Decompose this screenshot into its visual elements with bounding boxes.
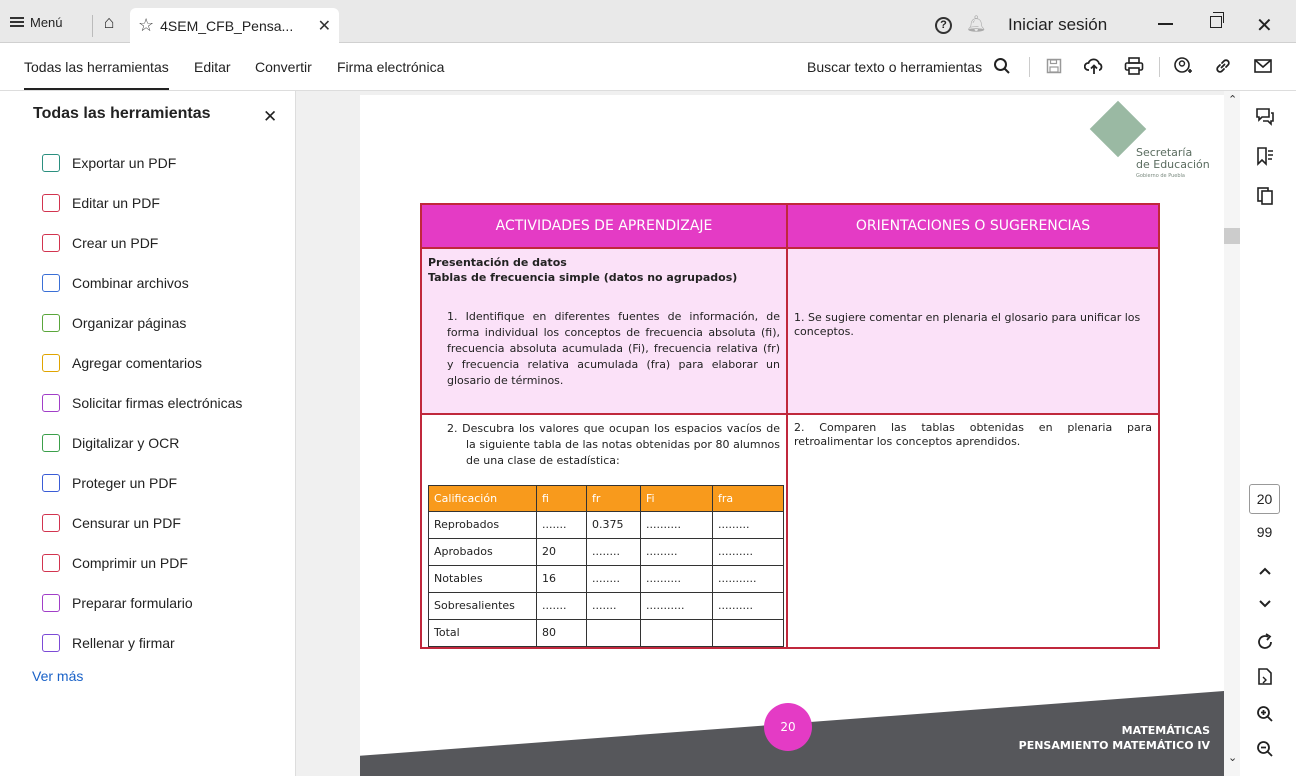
sidebar-item-label: Combinar archivos (72, 275, 189, 291)
sidebar-item-label: Proteger un PDF (72, 475, 178, 491)
total-pages: 99 (1256, 524, 1273, 540)
star-icon[interactable]: ☆ (138, 15, 155, 35)
bookmarks-icon[interactable] (1254, 145, 1276, 167)
sidebar-item-fill-sign[interactable] (42, 631, 175, 655)
sidebar-item-label: Editar un PDF (72, 195, 160, 211)
bell-icon[interactable]: 🔔︎ (966, 16, 987, 33)
table-cell: 16 (537, 566, 587, 593)
help-icon[interactable]: ? (935, 17, 952, 34)
page-fit-icon[interactable] (1254, 666, 1276, 688)
sidebar-item-scan-ocr[interactable] (42, 431, 179, 455)
organize-pages-icon (42, 314, 60, 332)
column-header: fr (587, 486, 641, 512)
fill-sign-icon (42, 634, 60, 652)
logo-line-2: de Educación (1136, 158, 1210, 171)
frequency-table (428, 485, 784, 647)
restore-icon[interactable] (1210, 16, 1222, 28)
close-sidebar-icon[interactable]: ✕ (263, 107, 278, 126)
share-user-icon[interactable] (1172, 55, 1194, 77)
suggestion-1-text: 1. Se sugiere comentar en plenaria el glosario para unificar los conceptos. (788, 249, 1158, 415)
print-icon[interactable] (1123, 55, 1145, 77)
table-cell: 80 (537, 620, 587, 647)
frequency-header-row (429, 486, 784, 512)
scroll-down-arrow-icon[interactable]: ⌄ (1228, 752, 1238, 764)
header-suggestions: ORIENTACIONES O SUGERENCIAS (788, 205, 1158, 249)
previous-page-icon[interactable] (1254, 560, 1276, 582)
footer-subject: MATEMÁTICAS (1121, 724, 1210, 737)
divider (1159, 57, 1160, 77)
sidebar-item-compress-pdf[interactable] (42, 551, 188, 575)
pdf-page (360, 95, 1224, 775)
table-cell: Aprobados (429, 539, 537, 566)
table-cell: ........ (587, 566, 641, 593)
sidebar-item-prepare-form[interactable] (42, 591, 193, 615)
table-cell: ......... (641, 539, 713, 566)
search-tools-label[interactable]: Buscar texto o herramientas (807, 59, 983, 75)
table-cell: ....... (587, 593, 641, 620)
divider (1029, 57, 1030, 77)
section-title: Presentación de datos (428, 256, 567, 269)
divider (92, 15, 93, 37)
scroll-up-arrow-icon[interactable]: ⌃ (1228, 94, 1238, 106)
protect-pdf-icon (42, 474, 60, 492)
sidebar-item-label: Solicitar firmas electrónicas (72, 395, 243, 411)
table-cell: .......... (713, 539, 784, 566)
sidebar-item-protect-pdf[interactable] (42, 471, 177, 495)
logo-subtitle: Gobierno de Puebla (1136, 173, 1185, 179)
tools-sidebar (8, 91, 296, 776)
sidebar-item-export-pdf[interactable] (42, 151, 176, 175)
table-cell (641, 620, 713, 647)
table-cell: Total (429, 620, 537, 647)
table-cell: 0.375 (587, 512, 641, 539)
table-cell: Sobresalientes (429, 593, 537, 620)
table-cell: .......... (713, 593, 784, 620)
sidebar-item-combine-files[interactable] (42, 271, 189, 295)
table-cell: ....... (537, 512, 587, 539)
logo-line-1: Secretaría (1136, 146, 1193, 159)
right-toolbar (1240, 91, 1296, 776)
footer-course: PENSAMIENTO MATEMÁTICO IV (1018, 739, 1210, 752)
sidebar-item-label: Rellenar y firmar (72, 635, 175, 651)
column-header: Fi (641, 486, 713, 512)
table-cell: ........ (587, 539, 641, 566)
sidebar-title: Todas las herramientas (33, 105, 211, 122)
vertical-scrollbar[interactable] (1224, 91, 1240, 776)
activity-1-text: 1. Identifique en diferentes fuentes de información, de forma individual los conceptos de frecuencia absoluta (fi), frecuencia absoluta acumulada (Fi), frecuencia relativa (fr) y frecuencia relativa acumulada (fra) para elaborar un glosario de términos. (447, 310, 780, 387)
sidebar-item-label: Preparar formulario (72, 595, 193, 611)
see-more-link[interactable]: Ver más (32, 668, 84, 684)
export-pdf-icon (42, 154, 60, 172)
table-cell (713, 620, 784, 647)
document-tab-title: 4SEM_CFB_Pensa... (160, 17, 294, 34)
sign-in-button[interactable]: Iniciar sesión (1008, 15, 1108, 34)
link-icon[interactable] (1212, 55, 1234, 77)
menu-label: Menú (30, 14, 63, 30)
edit-pdf-icon (42, 194, 60, 212)
sidebar-item-label: Censurar un PDF (72, 515, 181, 531)
document-tab[interactable] (130, 8, 339, 43)
sidebar-item-redact-pdf[interactable] (42, 511, 181, 535)
sidebar-item-label: Digitalizar y OCR (72, 435, 180, 451)
document-viewport[interactable] (296, 91, 1224, 776)
rotate-icon[interactable] (1254, 631, 1276, 653)
tab-convert[interactable]: Convertir (255, 59, 312, 75)
next-page-icon[interactable] (1254, 593, 1276, 615)
tab-e-signature[interactable]: Firma electrónica (337, 59, 445, 75)
sidebar-item-label: Comprimir un PDF (72, 555, 188, 571)
frequency-table-body (429, 512, 784, 647)
close-window-icon[interactable]: ✕ (1256, 15, 1273, 37)
table-cell (587, 620, 641, 647)
table-cell: ........... (713, 566, 784, 593)
combine-files-icon (42, 274, 60, 292)
tab-all-tools[interactable]: Todas las herramientas (24, 59, 169, 90)
hamburger-icon (10, 17, 24, 27)
activity-cell-2 (422, 415, 788, 647)
page-number-badge: 20 (764, 703, 812, 751)
table-cell: 20 (537, 539, 587, 566)
table-cell: Notables (429, 566, 537, 593)
close-tab-icon[interactable]: ✕ (317, 17, 331, 35)
activity-2-text: 2. Descubra los valores que ocupan los espacios vacíos de la siguiente tabla de las notas obtenidas por 80 alumnos de una clase de estadística: (447, 422, 780, 467)
column-header: Calificación (429, 486, 537, 512)
create-pdf-icon (42, 234, 60, 252)
activity-cell-1 (422, 249, 788, 415)
home-icon[interactable]: ⌂ (103, 12, 115, 32)
comments-icon[interactable] (1254, 105, 1276, 127)
minimize-icon[interactable] (1158, 23, 1173, 25)
column-header: fra (713, 486, 784, 512)
sidebar-item-organize-pages[interactable] (42, 311, 186, 335)
request-signature-icon (42, 394, 60, 412)
header-activities: ACTIVIDADES DE APRENDIZAJE (422, 205, 788, 249)
page-thumbnails-icon[interactable] (1254, 185, 1276, 207)
tab-edit[interactable]: Editar (194, 59, 231, 75)
sidebar-item-edit-pdf[interactable] (42, 191, 160, 215)
compress-pdf-icon (42, 554, 60, 572)
logo-text (1136, 147, 1210, 171)
save-icon[interactable] (1043, 55, 1065, 77)
sidebar-item-label: Crear un PDF (72, 235, 159, 251)
table-row (429, 620, 784, 647)
zoom-out-icon[interactable] (1254, 738, 1276, 760)
table-row (429, 593, 784, 620)
footer-title (980, 723, 1210, 753)
sidebar-item-label: Organizar páginas (72, 315, 187, 331)
sidebar-item-label: Exportar un PDF (72, 155, 177, 171)
column-header: fi (537, 486, 587, 512)
scan-ocr-icon (42, 434, 60, 452)
activities-table (420, 203, 1160, 649)
menu-button[interactable] (10, 10, 63, 34)
sidebar-item-add-comment[interactable] (42, 351, 202, 375)
add-comment-icon (42, 354, 60, 372)
sidebar-item-create-pdf[interactable] (42, 231, 158, 255)
suggestion-2-text: 2. Comparen las tablas obtenidas en plenaria para retroalimentar los conceptos aprendidos. (794, 421, 1152, 448)
sidebar-item-request-signature[interactable] (42, 391, 242, 415)
table-cell: .......... (641, 512, 713, 539)
table-row (429, 512, 784, 539)
search-icon[interactable] (991, 55, 1013, 77)
table-cell: Reprobados (429, 512, 537, 539)
scrollbar-thumb[interactable] (1224, 228, 1240, 244)
title-bar (0, 0, 1296, 43)
upload-cloud-icon[interactable] (1083, 55, 1105, 77)
email-icon[interactable] (1252, 55, 1274, 77)
sidebar-item-label: Agregar comentarios (72, 355, 202, 371)
tools-toolbar (0, 43, 1296, 91)
current-page-input[interactable]: 20 (1249, 484, 1280, 514)
redact-pdf-icon (42, 514, 60, 532)
zoom-in-icon[interactable] (1254, 703, 1276, 725)
table-cell: ......... (713, 512, 784, 539)
table-row (429, 566, 784, 593)
table-row (429, 539, 784, 566)
table-cell: ........... (641, 593, 713, 620)
table-cell: ....... (537, 593, 587, 620)
table-cell: .......... (641, 566, 713, 593)
prepare-form-icon (42, 594, 60, 612)
section-subtitle: Tablas de frecuencia simple (datos no agrupados) (428, 271, 738, 284)
